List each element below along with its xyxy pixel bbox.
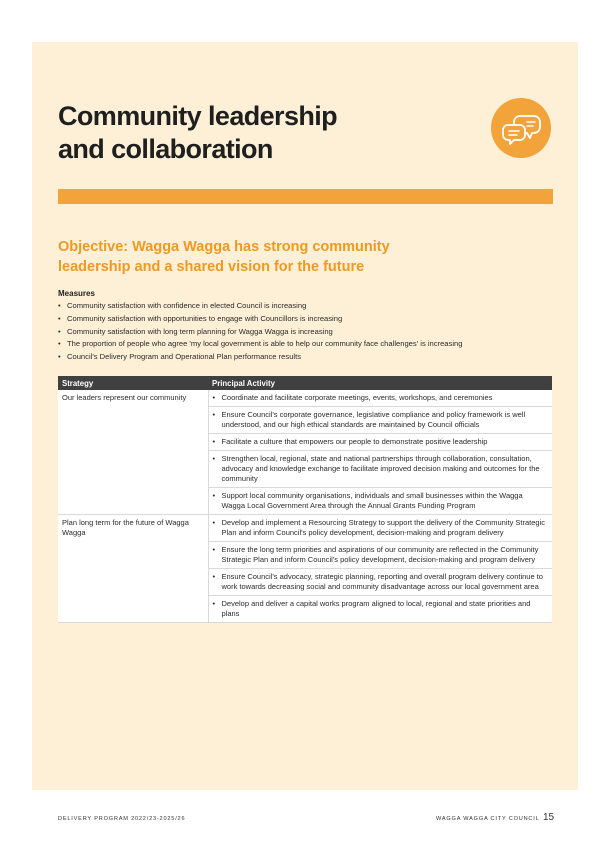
measure-item: • Community satisfaction with confidence in elected Council is increasing — [58, 300, 553, 313]
activity-cell — [208, 569, 552, 596]
table-row — [58, 515, 552, 542]
activity-cell — [208, 542, 552, 569]
page-title-line-2: and collaboration — [58, 134, 273, 164]
activity-cell — [208, 451, 552, 488]
activity-text: • Develop and deliver a capital works program aligned to local, regional and state priorities and plans — [213, 599, 549, 619]
activity-cell — [208, 488, 552, 515]
accent-rule — [58, 189, 553, 204]
activity-cell — [208, 515, 552, 542]
activity-cell — [208, 434, 552, 451]
measure-item: • Council's Delivery Program and Operational Plan performance results — [58, 351, 553, 364]
objective-heading — [58, 237, 498, 277]
strategy-cell: Our leaders represent our community — [58, 390, 208, 515]
page-title — [58, 100, 458, 166]
activity-cell — [208, 390, 552, 407]
activity-cell — [208, 407, 552, 434]
activity-text: • Coordinate and facilitate corporate meetings, events, workshops, and ceremonies — [213, 393, 549, 403]
measures-heading: Measures — [58, 289, 95, 298]
page-number: 15 — [543, 812, 555, 823]
activity-text: • Strengthen local, regional, state and national partnerships through collaboration, consultation, advocacy and knowledge exchange to facilitate improved decision making and outcomes for the community — [213, 454, 549, 484]
table-header-row — [58, 376, 552, 390]
activity-text: • Ensure Council's corporate governance, legislative compliance and policy framework is well understood, and our high ethical standards are maintained by Council officials — [213, 410, 549, 430]
footer-organisation: WAGGA WAGGA CITY COUNCIL — [436, 816, 540, 822]
table-row — [58, 390, 552, 407]
measures-list — [58, 300, 553, 364]
measure-item: • Community satisfaction with opportunities to engage with Councillors is increasing — [58, 313, 553, 326]
column-header-principal-activity: Principal Activity — [208, 376, 552, 390]
speech-bubbles-icon — [491, 98, 551, 158]
page-title-line-1: Community leadership — [58, 101, 338, 131]
strategy-cell: Plan long term for the future of Wagga Wagga — [58, 515, 208, 623]
column-header-strategy: Strategy — [58, 376, 208, 390]
objective-line-2: leadership and a shared vision for the future — [58, 259, 365, 275]
measure-item: • Community satisfaction with long term planning for Wagga Wagga is increasing — [58, 326, 553, 339]
footer-document-title: DELIVERY PROGRAM 2022/23-2025/26 — [58, 816, 186, 822]
activity-text: • Ensure the long term priorities and aspirations of our community are reflected in the Community Strategic Plan and inform Council's policy development, decision-making and program delivery — [213, 545, 549, 565]
strategy-table — [58, 376, 552, 623]
objective-line-1: Objective: Wagga Wagga has strong community — [58, 239, 390, 255]
measure-item: • The proportion of people who agree 'my local government is able to help our community face challenges' is increasing — [58, 338, 553, 351]
activity-text: • Support local community organisations, individuals and small businesses within the Wagga Wagga Local Government Area through the Annual Grants Funding Program — [213, 491, 549, 511]
activity-text: • Facilitate a culture that empowers our people to demonstrate positive leadership — [213, 437, 549, 447]
activity-text: • Develop and implement a Resourcing Strategy to support the delivery of the Community Strategic Plan and inform Council's policy development, decision-making and program delivery — [213, 518, 549, 538]
activity-text: • Ensure Council's advocacy, strategic planning, reporting and overall program delivery continue to work towards decreasing social and community disadvantage across our local government area — [213, 572, 549, 592]
activity-cell — [208, 596, 552, 623]
